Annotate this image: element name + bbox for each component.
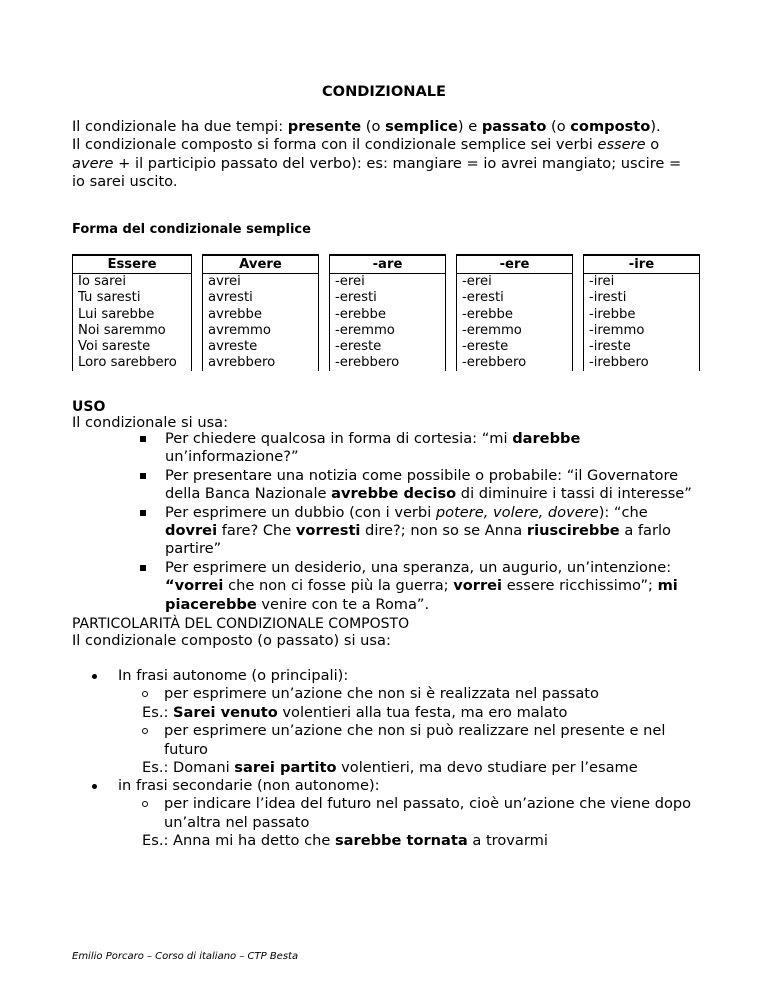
table-header-essere: Essere [73,255,192,274]
table-cell-avere: avrei avresti avrebbe avremmo avreste avrebbero [203,274,319,372]
item-heading: In frasi autonome (o principali): [118,667,349,684]
uso-list [140,430,700,614]
uso-heading: USO [72,399,106,415]
page-title: CONDIZIONALE [321,83,447,100]
intro-text [72,118,692,192]
intro-paragraph-2: Il condizionale composto si forma con il condizionale semplice sei verbi essere o avere + il participio passato del verbo): es: mangiare = io avrei mangiato; uscire = io sarei uscito. [72,136,682,191]
square-bullet-icon [140,510,146,516]
table-title: Forma del condizionale semplice [72,222,311,237]
uso-list-item: Per esprimere un desiderio, una speranza, un augurio, un’intenzione: “vorrei che non ci fosse più la guerra; vorrei essere ricchissimo”; mi piacerebbe venire con te a Roma”. [140,559,700,614]
item-heading: in frasi secondarie (non autonome): [118,777,380,794]
circle-bullet-icon [142,691,148,697]
example-line: Es.: Domani sarei partito volentieri, ma devo studiare per l’esame [142,759,638,777]
sub-item: per indicare l’idea del futuro nel passato, cioè un’azione che viene dopo un’altra nel passato [142,795,692,832]
sub-item: per esprimere un’azione che non si può realizzare nel presente e nel futuro [142,722,692,759]
particolarita-item-secondarie [92,777,692,851]
uso-list-item: Per chiedere qualcosa in forma di cortesia: “mi darebbe un’informazione?” [140,430,700,467]
table-cell-are: -erei -eresti -erebbe -eremmo -ereste -erebbero [330,274,446,372]
uso-list-item: Per presentare una notizia come possibile o probabile: “il Governatore della Banca Nazionale avrebbe deciso di diminuire i tassi di interesse” [140,467,700,504]
sub-item: per esprimere un’azione che non si è realizzata nel passato [142,685,692,703]
particolarita-intro: Il condizionale composto (o passato) si usa: [72,632,391,649]
intro-paragraph-1: Il condizionale ha due tempi: presente (o semplice) e passato (o composto). [72,118,661,135]
round-bullet-icon [92,784,97,789]
square-bullet-icon [140,436,146,442]
circle-bullet-icon [142,728,148,734]
table-cell-ere: -erei -eresti -erebbe -eremmo -ereste -erebbero [457,274,573,372]
table-cell-ire: -irei -iresti -irebbe -iremmo -ireste -irebbero [584,274,700,372]
uso-intro: Il condizionale si usa: [72,414,229,431]
circle-bullet-icon [142,801,148,807]
particolarita-heading: PARTICOLARITÀ DEL CONDIZIONALE COMPOSTO [72,616,410,632]
footer: Emilio Porcaro – Corso di italiano – CTP Besta [72,951,299,962]
conjugation-table [72,254,700,371]
square-bullet-icon [140,473,146,479]
example-line: Es.: Anna mi ha detto che sarebbe tornata a trovarmi [142,832,548,850]
table-cell-essere: Io sarei Tu saresti Lui sarebbe Noi saremmo Voi sareste Loro sarebbero [73,274,192,372]
particolarita-item-autonome [92,667,692,777]
table-header-avere: Avere [203,255,319,274]
square-bullet-icon [140,565,146,571]
example-line: Es.: Sarei venuto volentieri alla tua festa, ma ero malato [142,703,568,721]
table-header-ire: -ire [584,255,700,274]
table-header-are: -are [330,255,446,274]
table-header-ere: -ere [457,255,573,274]
uso-list-item: Per esprimere un dubbio (con i verbi potere, volere, dovere): “che dovrei fare? Che vorresti dire?; non so se Anna riuscirebbe a farlo partire” [140,504,700,559]
round-bullet-icon [92,674,97,679]
